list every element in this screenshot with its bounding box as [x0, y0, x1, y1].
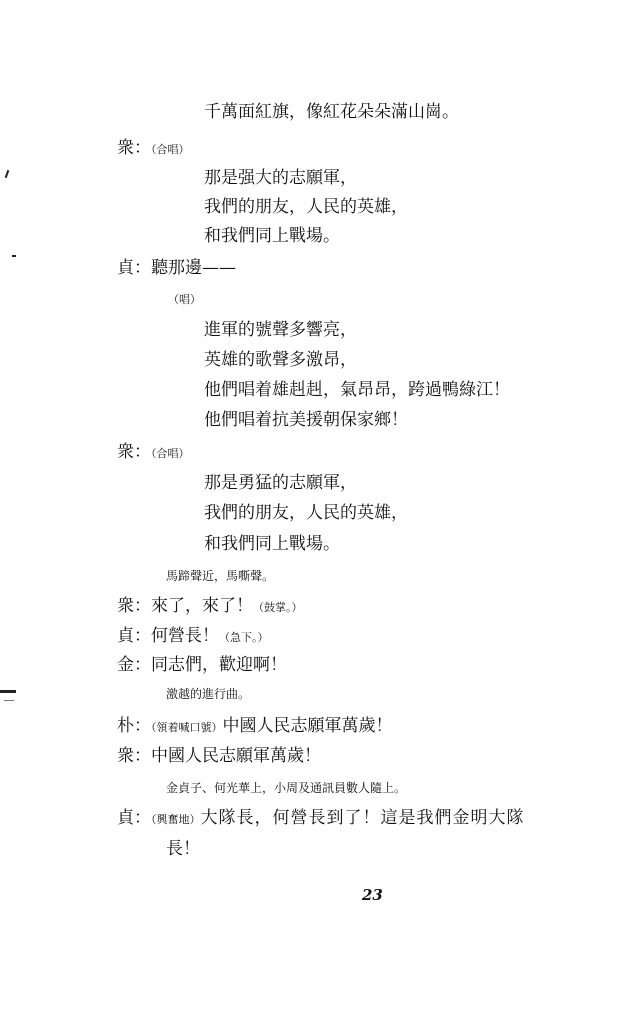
speaker-label: 金：	[117, 655, 151, 675]
speaker-line	[117, 260, 236, 277]
verse-line	[204, 505, 408, 522]
stage-direction	[166, 570, 274, 582]
speaker-line	[117, 444, 190, 461]
stage-direction-text: 金貞子、何光華上，小周及通訊員數人隨上。	[166, 781, 407, 795]
scan-mark	[12, 255, 16, 257]
speaker-line	[117, 810, 525, 827]
speaker-line	[117, 657, 287, 674]
verse-text: 那是强大的志願軍，	[204, 168, 357, 188]
stage-note: （興奮地）	[151, 813, 201, 826]
speaker-label: 衆：	[117, 746, 151, 766]
scan-mark	[0, 690, 16, 693]
speaker-line	[117, 718, 393, 735]
verse-text: 那是勇猛的志願軍，	[204, 473, 357, 493]
speaker-label: 貞：	[117, 808, 151, 828]
dialogue-text: 同志們，歡迎啊！	[151, 655, 287, 675]
dialogue-text: 聽那邊——	[151, 258, 236, 278]
page-number	[362, 888, 383, 903]
dialogue-text: 中國人民志願軍萬歲！	[222, 716, 393, 736]
verse-line	[204, 322, 357, 339]
verse-line	[204, 382, 510, 399]
stage-note: （合唱）	[151, 447, 190, 460]
stage-note: （合唱）	[151, 143, 190, 156]
stage-note: （唱）	[168, 293, 201, 306]
verse-text: 和我們同上戰場。	[204, 226, 340, 246]
stage-direction	[166, 688, 250, 700]
verse-line	[204, 104, 459, 121]
verse-text: 千萬面紅旗，像紅花朵朵滿山崗。	[204, 102, 459, 122]
speaker-label: 衆：	[117, 138, 151, 158]
dialogue-text: 何營長！	[151, 626, 219, 646]
speaker-label: 衆：	[117, 442, 151, 462]
speaker-label: 貞：	[117, 626, 151, 646]
page-number-text: 23	[362, 886, 383, 904]
stage-note: （急下。）	[219, 631, 269, 644]
stage-direction-text: 激越的進行曲。	[166, 687, 251, 701]
verse-line	[204, 475, 357, 492]
verse-text: 他們唱着雄赳赳，氣昂昂，跨過鴨綠江！	[204, 380, 510, 400]
speaker-line	[117, 598, 303, 615]
verse-line	[204, 199, 408, 216]
verse-line	[204, 170, 357, 187]
stage-direction	[166, 782, 406, 794]
dialogue-text: 來了，來了！	[151, 596, 253, 616]
speaker-label: 貞：	[117, 258, 151, 278]
dialogue-text: 大隊長，何營長到了！這是我們金明大隊	[200, 808, 525, 828]
dialogue-text: 中國人民志願軍萬歲！	[151, 746, 321, 766]
speaker-label: 朴：	[117, 716, 151, 736]
stage-direction-text: 馬蹄聲近，馬嘶聲。	[166, 569, 275, 583]
verse-line	[204, 228, 340, 245]
verse-line	[204, 352, 357, 369]
verse-text: 和我們同上戰場。	[204, 534, 340, 554]
stage-note: （鼓掌。）	[253, 601, 303, 614]
speaker-line	[117, 140, 190, 157]
verse-text: 我們的朋友，人民的英雄，	[204, 197, 408, 217]
continuation-line	[166, 841, 200, 858]
dialogue-text: 長！	[166, 839, 200, 859]
speaker-label: 衆：	[117, 596, 151, 616]
scan-mark	[4, 700, 14, 701]
speaker-line	[117, 628, 269, 645]
verse-line	[204, 412, 408, 429]
scan-mark	[5, 170, 10, 178]
verse-text: 英雄的歌聲多激昂，	[204, 350, 357, 370]
speaker-line	[117, 748, 321, 765]
verse-text: 他們唱着抗美援朝保家鄉！	[204, 410, 408, 430]
verse-line	[204, 536, 340, 553]
verse-text: 我們的朋友，人民的英雄，	[204, 503, 408, 523]
verse-text: 進軍的號聲多響亮，	[204, 320, 357, 340]
stage-note: （領着喊口號）	[151, 721, 223, 734]
stage-note-line	[168, 294, 201, 305]
